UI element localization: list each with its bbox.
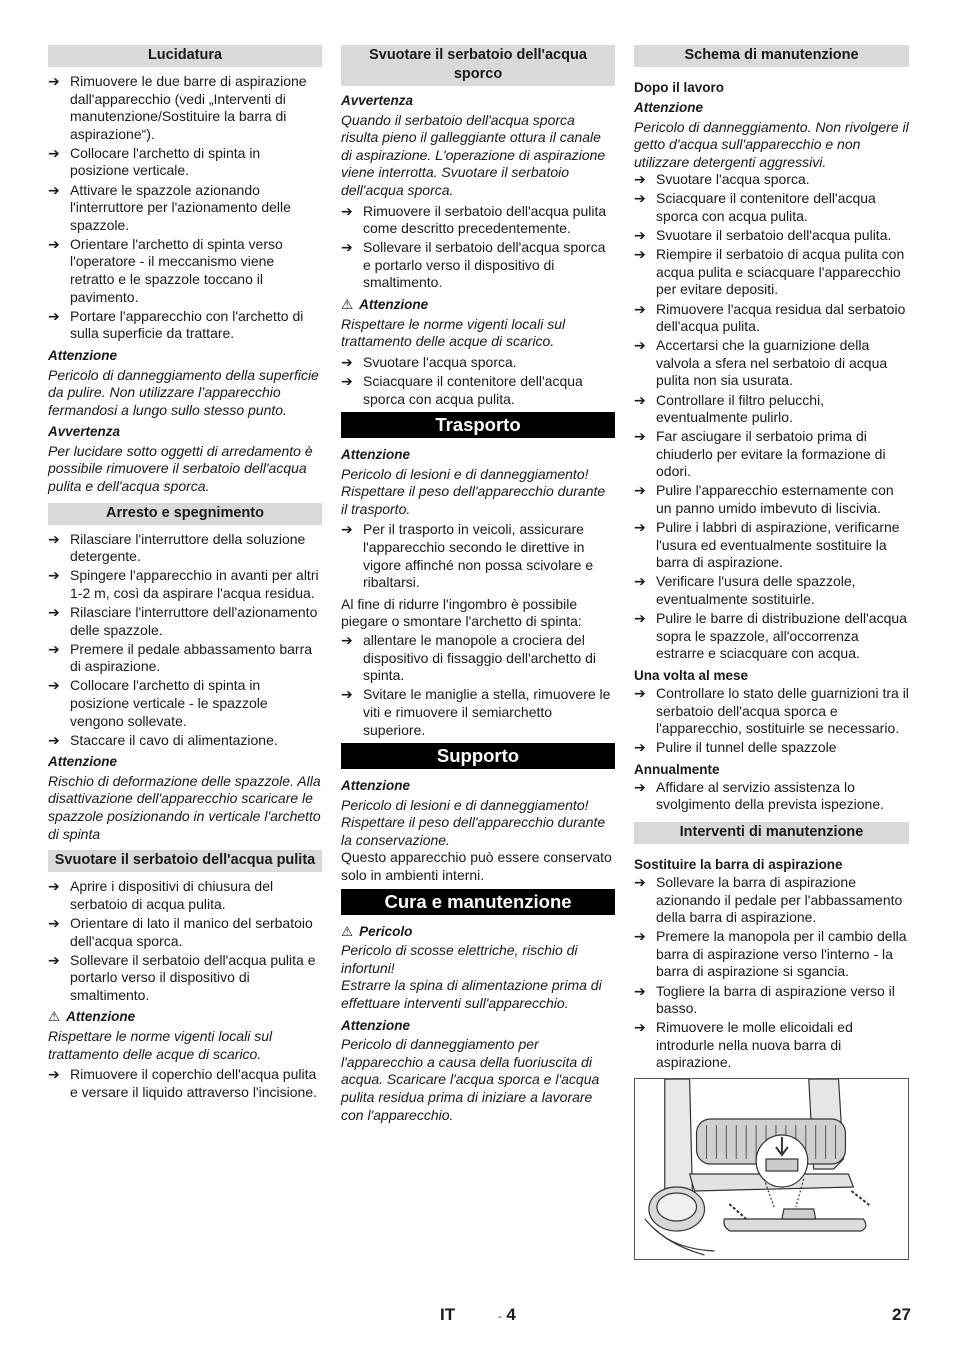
list-item: ➔ Pulire le barre di distribuzione dell'acqua sopra le spazzole, all'occorrenza estrarre e sciacquare con acqua. <box>634 610 909 663</box>
attention-label: Attenzione <box>48 347 117 363</box>
supporto-paragraph: Questo apparecchio può essere conservato solo in ambienti interni. <box>341 849 612 884</box>
attention-text: Pericolo di danneggiamento della superficie da pulire. Non utilizzare l’apparecchio fermandosi a lungo sullo stesso punto. <box>48 366 319 418</box>
warning-triangle-icon: ⚠ <box>341 923 354 939</box>
attention-text: Pericolo di lesioni e di danneggiamento! Rispettare il peso dell'apparecchio durante la conservazione. <box>341 796 606 848</box>
monthly-steps <box>634 685 909 757</box>
svuotare-sporco-steps-2 <box>341 354 615 408</box>
trasporto-steps <box>341 521 615 591</box>
section-heading-svuotare-pulita: Svuotare il serbatoio dell'acqua pulita <box>48 850 322 872</box>
list-item: ➔ Svuotare il serbatoio dell'acqua pulita. <box>634 227 909 245</box>
footer-total-page: 27 <box>892 1305 911 1324</box>
section-heading-lucidatura: Lucidatura <box>48 45 322 67</box>
yearly-steps <box>634 779 909 814</box>
attention-text: Pericolo di danneggiamento. Non rivolgere il getto d'acqua sull'apparecchio e non utilizzare detergenti aggressivi. <box>634 118 909 170</box>
column-left <box>48 45 322 1105</box>
column-middle <box>341 45 615 1127</box>
list-item: ➔ Svuotare l'acqua sporca. <box>341 354 615 372</box>
list-item: ➔ Accertarsi che la guarnizione della valvola a sfera nel serbatoio di acqua pulita non sia usurata. <box>634 337 909 390</box>
warning-triangle-icon: ⚠ <box>341 297 354 313</box>
subheading-sostituire-barra: Sostituire la barra di aspirazione <box>634 856 843 872</box>
section-heading-cura: Cura e manutenzione <box>341 889 615 915</box>
list-item: ➔ Controllare il filtro pelucchi, eventualmente pulirlo. <box>634 392 909 427</box>
section-heading-schema: Schema di manutenzione <box>634 45 909 67</box>
list-item: ➔ Rimuovere il serbatoio dell'acqua pulita come descritto precedentemente. <box>341 203 615 238</box>
list-item: ➔ Sciacquare il contenitore dell'acqua sporca con acqua pulita. <box>341 373 615 408</box>
list-item: ➔ Per il trasporto in veicoli, assicurare l'apparecchio secondo le direttive in vigore affinché non possa scivolare e ribaltarsi. <box>341 521 615 591</box>
danger-text: Estrarre la spina di alimentazione prima di effettuare interventi sull'apparecchio. <box>341 977 602 1012</box>
attention-text: Pericolo di danneggiamento per l'apparecchio a causa della fuoriuscita di acqua. Scaricare l'acqua sporca e l'acqua pulita residua prima di iniziare a lavorare con l'apparecchio. <box>341 1036 600 1123</box>
list-item: ➔ Rimuovere il coperchio dell'acqua pulita e versare il liquido attraverso l'incisione. <box>48 1066 322 1101</box>
attention-heading: ⚠ Attenzione <box>341 297 429 313</box>
section-heading-supporto: Supporto <box>341 743 615 769</box>
list-item: ➔ Attivare le spazzole azionando l'interruttore per l'azionamento delle spazzole. <box>48 182 322 235</box>
attention-text: Pericolo di lesioni e di danneggiamento! Rispettare il peso dell'apparecchio durante il trasporto. <box>341 465 606 517</box>
list-item: ➔ Collocare l'archetto di spinta in posizione verticale. <box>48 145 322 180</box>
section-heading-svuotare-sporco: Svuotare il serbatoio dell'acqua sporco <box>341 45 615 86</box>
warning-triangle-icon: ⚠ <box>48 1009 61 1025</box>
list-item: ➔ Svuotare l'acqua sporca. <box>634 171 909 189</box>
note-text: Per lucidare sotto oggetti di arredamento è possibile rimuovere il serbatoio dell'acqua pulita e dell'acqua sporca. <box>48 442 313 495</box>
list-item: ➔ Orientare di lato il manico del serbatoio dell'acqua sporca. <box>48 915 322 950</box>
attention-label: Attenzione <box>341 1017 410 1033</box>
note-text: Quando il serbatoio dell'acqua sporca risulta pieno il galleggiante ottura il canale di aspirazione. L'operazione di aspirazione viene interrotta. Svuotare il serbatoio dell'acqua sporca. <box>341 111 606 198</box>
attention-text: Rispettare le norme vigenti locali sul trattamento delle acque di scarico. <box>48 1028 273 1062</box>
danger-text: Pericolo di scosse elettriche, rischio di infortuni! <box>341 942 578 976</box>
list-item: ➔ Sciacquare il contenitore dell'acqua sporca con acqua pulita. <box>634 190 909 225</box>
attention-label: Attenzione <box>341 778 410 794</box>
list-item: ➔ Riempire il serbatoio di acqua pulita con acqua pulita e sciacquare l'apparecchio per evitare depositi. <box>634 246 909 299</box>
attention-text: Rispettare le norme vigenti locali sul trattamento delle acque di scarico. <box>341 315 566 350</box>
machine-illustration <box>635 1079 908 1259</box>
attention-label: Attenzione <box>48 754 117 770</box>
list-item: ➔ Rilasciare l'interruttore dell'azionamento delle spazzole. <box>48 604 322 639</box>
lucidatura-steps <box>48 73 322 343</box>
list-item: ➔ Collocare l'archetto di spinta in posizione verticale - le spazzole vengono sollevate. <box>48 677 322 730</box>
svuotare-pulita-steps-2 <box>48 1066 322 1101</box>
list-item: ➔ Premere la manopola per il cambio della barra di aspirazione verso l'interno - la barra di aspirazione si sgancia. <box>634 928 909 981</box>
section-heading-arresto: Arresto e spegnimento <box>48 503 322 525</box>
list-item: ➔ Affidare al servizio assistenza lo svolgimento della prevista ispezione. <box>634 779 909 814</box>
subheading-monthly: Una volta al mese <box>634 667 749 683</box>
list-item: ➔ Spingere l'apparecchio in avanti per altri 1-2 m, così da aspirare l'acqua residua. <box>48 567 322 602</box>
list-item: ➔ Sollevare il serbatoio dell'acqua sporca e portarlo verso il dispositivo di smaltimento. <box>341 239 615 292</box>
list-item: ➔ Pulire il tunnel delle spazzole <box>634 739 909 757</box>
list-item: ➔ Orientare l'archetto di spinta verso l'operatore - il meccanismo viene retratto e le spazzole toccano il pavimento. <box>48 236 322 306</box>
section-heading-interventi: Interventi di manutenzione <box>634 822 909 844</box>
svuotare-pulita-steps <box>48 878 322 1004</box>
note-label: Avvertenza <box>341 93 414 108</box>
list-item: ➔ Svitare le maniglie a stella, rimuovere le viti e rimuovere il semiarchetto superiore. <box>341 686 615 739</box>
danger-heading: ⚠ Pericolo <box>341 923 413 939</box>
footer-page-number: - 4 <box>498 1305 516 1324</box>
list-item: ➔ Controllare lo stato delle guarnizioni tra il serbatoio dell'acqua sporca e l'apparecchio, sostituirle se necessario. <box>634 685 909 738</box>
list-item: ➔ Far asciugare il serbatoio prima di chiuderlo per evitare la formazione di odori. <box>634 428 909 481</box>
list-item: ➔ Rilasciare l'interruttore della soluzione detergente. <box>48 531 322 566</box>
squeegee-replacement-illustration <box>634 1078 909 1260</box>
list-item: ➔ Rimuovere l'acqua residua dal serbatoio dell'acqua pulita. <box>634 301 909 336</box>
svuotare-sporco-steps <box>341 203 615 292</box>
trasporto-steps-2 <box>341 632 615 739</box>
list-item: ➔ Sollevare la barra di aspirazione azionando il pedale per l'abbassamento della barra di aspirazione. <box>634 874 909 927</box>
list-item: ➔ Verificare l'usura delle spazzole, eventualmente sostituirle. <box>634 573 909 608</box>
attention-heading: ⚠ Attenzione <box>48 1009 136 1025</box>
subheading-yearly: Annualmente <box>634 761 720 777</box>
list-item: ➔ Rimuovere le due barre di aspirazione dall'apparecchio (vedi „Interventi di manutenzione/Sostituire la barra di aspirazione“). <box>48 73 322 143</box>
trasporto-paragraph: Al fine di ridurre l'ingombro è possibile piegare o smontare l'archetto di spinta: <box>341 595 582 630</box>
section-heading-trasporto: Trasporto <box>341 412 615 438</box>
list-item: ➔ Portare l'apparecchio con l'archetto di sulla superficie da trattare. <box>48 308 322 343</box>
note-label: Avvertenza <box>48 424 121 440</box>
list-item: ➔ Premere il pedale abbassamento barra di aspirazione. <box>48 641 322 676</box>
list-item: ➔ Staccare il cavo di alimentazione. <box>48 732 322 750</box>
schema-steps <box>634 171 909 663</box>
list-item: ➔ Pulire l'apparecchio esternamente con un panno umido imbevuto di liscivia. <box>634 482 909 517</box>
attention-label: Attenzione <box>634 100 703 115</box>
attention-label: Attenzione <box>341 447 410 463</box>
subheading-after-work: Dopo il lavoro <box>634 80 725 95</box>
footer-language: IT <box>440 1305 456 1324</box>
list-item: ➔ Aprire i dispositivi di chiusura del serbatoio di acqua pulita. <box>48 878 322 913</box>
list-item: ➔ Pulire i labbri di aspirazione, verificarne l'usura ed eventualmente sostituire la barra di aspirazione. <box>634 519 909 572</box>
arresto-steps <box>48 531 322 750</box>
list-item: ➔ allentare le manopole a crociera del dispositivo di fissaggio dell'archetto di spinta. <box>341 632 615 685</box>
column-right <box>634 45 909 1260</box>
list-item: ➔ Togliere la barra di aspirazione verso il basso. <box>634 983 909 1018</box>
attention-text: Rischio di deformazione delle spazzole. Alla disattivazione dell'apparecchio scaricare le spazzole posizionando in verticale l'archetto di spinta <box>48 772 321 842</box>
interventi-steps <box>634 874 909 1072</box>
list-item: ➔ Rimuovere le molle elicoidali ed introdurle nella nuova barra di aspirazione. <box>634 1019 909 1072</box>
list-item: ➔ Sollevare il serbatoio dell'acqua pulita e portarlo verso il dispositivo di smaltimento. <box>48 952 322 1005</box>
